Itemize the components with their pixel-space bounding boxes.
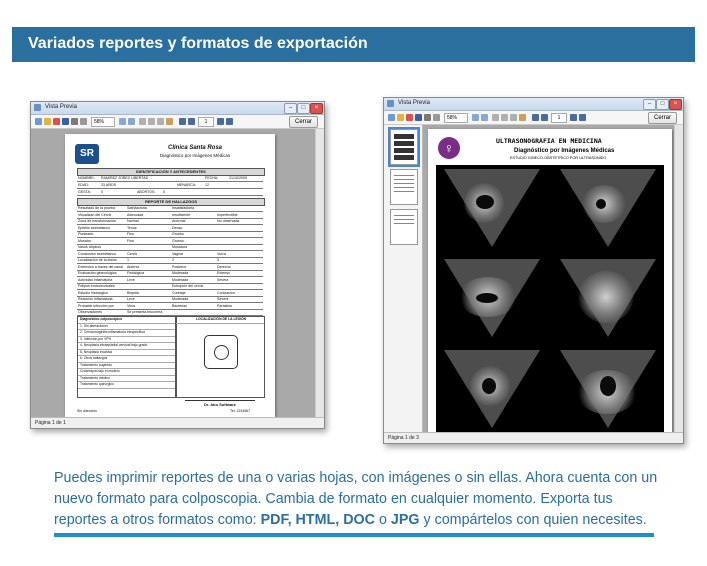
page-thumbnail[interactable] — [390, 129, 418, 165]
zoom-icon[interactable] — [433, 114, 440, 121]
ultrasound-grid — [436, 165, 664, 433]
clinic-name: Clínica Santa Rosa — [167, 145, 223, 151]
two-pages-icon[interactable] — [148, 118, 155, 125]
first-page-icon[interactable] — [179, 118, 186, 125]
app-icon — [387, 100, 394, 107]
diagnosis-item: Tratamiento sugerido — [78, 363, 176, 370]
close-icon[interactable]: × — [669, 99, 682, 110]
page-thumbnail[interactable] — [390, 209, 418, 245]
format-list: PDF, HTML, DOC — [260, 512, 375, 528]
findings-row: Actividad Inflamatoria Leve Moderada Severa — [77, 277, 263, 284]
ultrasound-image — [436, 255, 549, 342]
diagnosis-item: 3. Infección por VPH — [78, 337, 176, 344]
prev-page-icon[interactable] — [541, 114, 548, 121]
footer-phone: Tel: 1234567 — [230, 409, 251, 413]
section-identification: IDENTIFICACIÓN Y ANTECEDENTES — [77, 168, 265, 176]
prev-page-icon[interactable] — [188, 118, 195, 125]
findings-row: Observaciones Se presenta leucorrea — [77, 309, 263, 316]
findings-row: Estudio histológico Biopsia Curetaje Conización — [77, 290, 263, 297]
page-number-input[interactable]: 1 — [551, 113, 567, 123]
field-row: EDAD: 33 AÑOS MENARCA: 12 — [77, 182, 263, 189]
page-title: Variados reportes y formatos de exportación — [28, 35, 368, 52]
page-thumbnail[interactable] — [390, 169, 418, 205]
zoom-in-icon[interactable] — [481, 114, 488, 121]
close-button[interactable]: Cerrar — [289, 116, 318, 128]
open-icon[interactable] — [44, 118, 51, 125]
findings-row: Visualizan del Cérvix Adecuada Insuficiente Imperfectible — [77, 212, 263, 219]
findings-row: Zona de transformación Normal Anormal No observada — [77, 218, 263, 225]
diagnosis-item: Tratamiento médico — [78, 376, 176, 383]
findings-row: Pólipos endocervicales Ectropión del cérvix — [77, 283, 263, 290]
vertical-scrollbar[interactable] — [674, 125, 683, 433]
findings-row: Mosaico Fino Grueso — [77, 238, 263, 245]
findings-row: Evaluación ginecológica Fisiológica Moderada Extenso — [77, 270, 263, 277]
report-title: ULTRASONOGRAFIA EN MEDICINA — [496, 137, 602, 145]
status-bar: Página 1 de 1 — [31, 417, 324, 428]
print-icon[interactable] — [424, 114, 431, 121]
toolbar — [31, 115, 324, 129]
findings-row: Reacción inflamatoria Leve Moderada Severa — [77, 296, 263, 303]
close-icon[interactable]: × — [310, 103, 323, 114]
report-page — [428, 129, 672, 433]
diagnosis-item: 5. Neoplasia invasiva — [78, 350, 176, 357]
diagnosis-box — [77, 316, 177, 398]
ultrasound-image — [552, 165, 665, 252]
format-jpg: JPG — [390, 512, 420, 528]
clinic-subtitle: Diagnóstico por Imágenes Médicas — [159, 153, 231, 158]
diagnosis-item: 4. Neoplasia intraepitelial cervical bajo grado — [78, 343, 176, 350]
venus-logo-icon: ♀ — [438, 137, 460, 159]
minimize-icon[interactable]: – — [643, 99, 656, 110]
location-title: LOCALIZACIÓN DE LA LESIÓN — [176, 317, 264, 324]
preview-canvas[interactable] — [31, 129, 324, 418]
report-subtitle: Diagnóstico por Imágenes Médicas — [514, 148, 615, 154]
divider-rule — [54, 533, 654, 537]
zoom-select[interactable]: 58% — [91, 117, 115, 127]
title-bar[interactable] — [384, 98, 683, 111]
maximize-icon[interactable]: □ — [656, 99, 669, 110]
word-icon[interactable] — [415, 114, 422, 121]
minimize-icon[interactable]: – — [284, 103, 297, 114]
section-findings: REPORTE DE HALLAZGOS — [77, 198, 265, 206]
report-caption: ESTUDIO GINECO-OBSTETRICO POR ULTRASONIDO — [510, 156, 607, 160]
open-icon[interactable] — [397, 114, 404, 121]
window-title: Vista Previa — [45, 104, 77, 110]
thumbnail-panel[interactable] — [384, 125, 423, 433]
word-icon[interactable] — [62, 118, 69, 125]
first-page-icon[interactable] — [532, 114, 539, 121]
findings-row: Localización de la lesión 1 2 3 — [77, 257, 263, 264]
diagnosis-item: 6. Otros hallazgos — [78, 356, 176, 363]
last-page-icon[interactable] — [579, 114, 586, 121]
zoom-in-icon[interactable] — [128, 118, 135, 125]
page-layout-icon[interactable] — [139, 118, 146, 125]
page-layout-icon[interactable] — [492, 114, 499, 121]
pdf-icon[interactable] — [406, 114, 413, 121]
edit-icon[interactable] — [519, 114, 526, 121]
findings-row: Vasos atípicos Mosaicos — [77, 244, 263, 251]
app-icon — [34, 104, 41, 111]
ultrasound-image — [552, 346, 665, 433]
next-page-icon[interactable] — [570, 114, 577, 121]
preview-canvas[interactable] — [384, 125, 683, 433]
close-button[interactable]: Cerrar — [648, 112, 677, 124]
zoom-select[interactable]: 58% — [444, 113, 468, 123]
last-page-icon[interactable] — [226, 118, 233, 125]
diagnosis-item: Tratamiento quirúrgico — [78, 382, 176, 389]
diagnosis-title: Diagnóstico colposcópico — [78, 317, 176, 324]
status-bar: Página 1 de 3 — [384, 432, 683, 443]
zoom-out-icon[interactable] — [119, 118, 126, 125]
ultrasound-image — [436, 165, 549, 252]
diagnosis-item: Crioterapia bajo el modelo — [78, 369, 176, 376]
location-box — [175, 316, 265, 398]
findings-row: Punteado Fino Grueso — [77, 231, 263, 238]
location-diagram — [204, 335, 238, 369]
diagnosis-item: 1. Sin alteraciones — [78, 324, 176, 331]
description-paragraph: Puedes imprimir reportes de una o varias hojas, con imágenes o sin ellas. Ahora cuenta con un nuevo formato para colposcopia. Cambia de formato en cualquier momento. Exporta tus reportes a otros formatos como: PDF, HTML, DOC o JPG y compártelos con quien necesites. — [54, 470, 658, 528]
ultrasound-image — [436, 346, 549, 433]
vertical-scrollbar[interactable] — [315, 129, 324, 418]
print-icon[interactable] — [71, 118, 78, 125]
zoom-icon[interactable] — [80, 118, 87, 125]
findings-row: Extensión a través del canal Anterior Posterior Derecho — [77, 264, 263, 271]
two-pages-icon[interactable] — [501, 114, 508, 121]
title-bar[interactable] — [31, 102, 324, 115]
findings-row: Probable infección por Virus Bacterias Parásitos — [77, 303, 263, 310]
window-title: Vista Previa — [398, 100, 430, 106]
right-preview-window — [383, 97, 684, 444]
diagnosis-item: 2. Cervicovaginitis inflamatoria inespecífica — [78, 330, 176, 337]
field-row: NOMBRE: RAMIREZ JOREZ LIBERTAD FECHA: 21/10/2009 — [77, 175, 263, 182]
report-page — [65, 134, 275, 417]
zoom-out-icon[interactable] — [472, 114, 479, 121]
edit-icon[interactable] — [166, 118, 173, 125]
header-banner — [12, 27, 695, 62]
footer-address: Sin dirección — [77, 409, 98, 413]
pdf-icon[interactable] — [53, 118, 60, 125]
save-icon[interactable] — [388, 114, 395, 121]
findings-row: Resultado de la prueba Satisfactoria Insatisfactoria — [77, 205, 263, 212]
save-icon[interactable] — [35, 118, 42, 125]
four-pages-icon[interactable] — [157, 118, 164, 125]
ultrasound-image — [552, 255, 665, 342]
page-number-input[interactable]: 1 — [198, 117, 214, 127]
toolbar — [384, 111, 683, 125]
next-page-icon[interactable] — [217, 118, 224, 125]
field-row: GESTA: 0 ABORTOS: 0 — [77, 189, 263, 196]
left-preview-window — [30, 101, 325, 429]
findings-row: Conclusión acetoblanco Cervix Vagina Vulva — [77, 251, 263, 258]
signature-name: Dr. Abo Software — [185, 400, 255, 407]
findings-row: Epitelio acetoblanco Tenue Denso — [77, 225, 263, 232]
clinic-logo: SR — [75, 144, 99, 164]
four-pages-icon[interactable] — [510, 114, 517, 121]
maximize-icon[interactable]: □ — [297, 103, 310, 114]
